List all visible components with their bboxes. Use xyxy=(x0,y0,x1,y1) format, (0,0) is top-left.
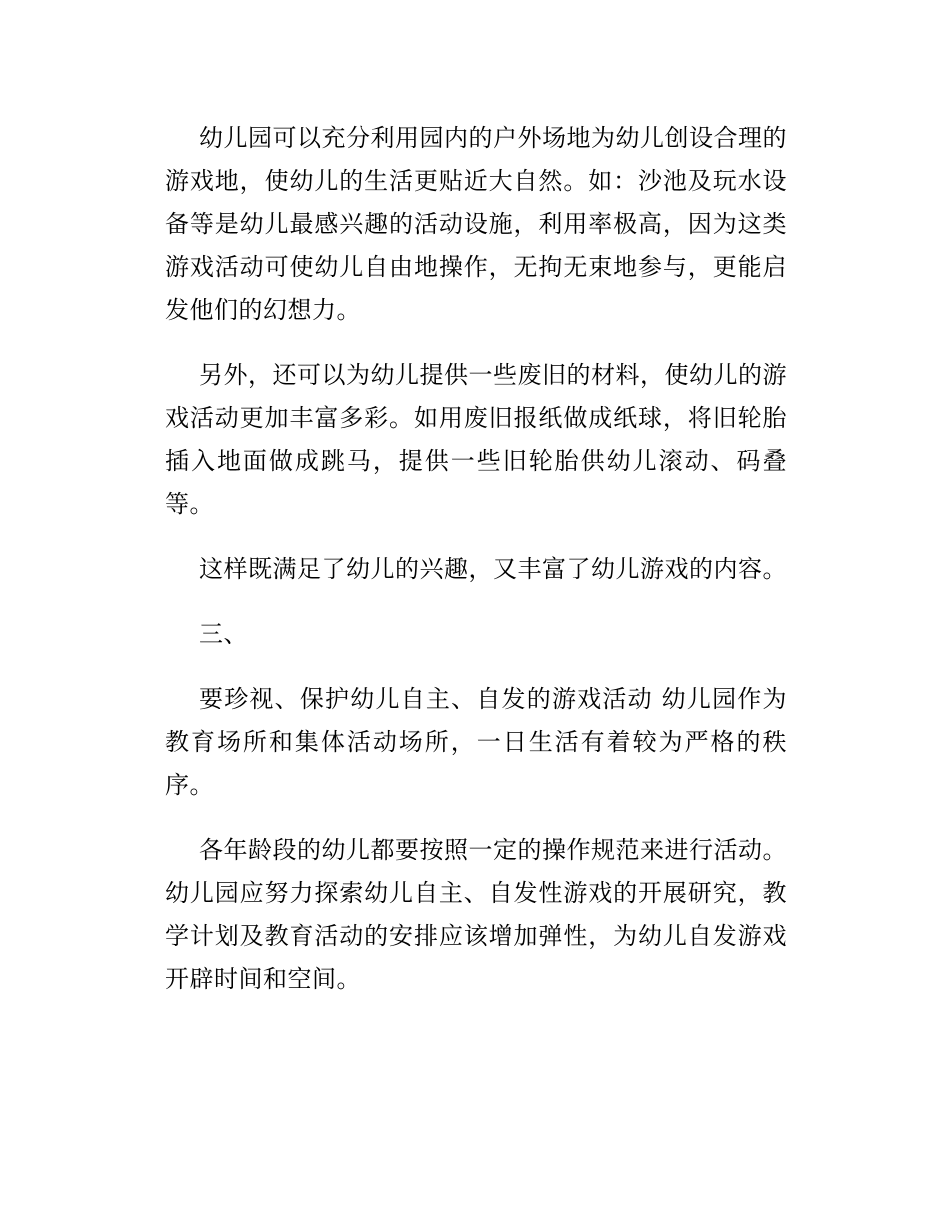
paragraph-interest-summary: 这样既满足了幼儿的兴趣，又丰富了幼儿游戏的内容。 xyxy=(199,555,787,583)
paragraph-self-initiated-play: 要珍视、保护幼儿自主、自发的游戏活动 幼儿园作为教育场所和集体活动场所，一日生活有着较为严格的秩序。 xyxy=(165,685,787,799)
document-body xyxy=(165,117,787,1023)
paragraph-outdoor-play-areas: 幼儿园可以充分利用园内的户外场地为幼儿创设合理的游戏地，使幼儿的生活更贴近大自然。如：沙池及玩水设备等是幼儿最感兴趣的活动设施，利用率极高，因为这类游戏活动可使幼儿自由地操作，无拘无束地参与，更能启发他们的幻想力。 xyxy=(165,124,787,324)
paragraph-age-groups: 各年龄段的幼儿都要按照一定的操作规范来进行活动。幼儿园应努力探索幼儿自主、自发性游戏的开展研究，教学计划及教育活动的安排应该增加弹性，为幼儿自发游戏开辟时间和空间。 xyxy=(165,836,787,993)
section-heading-three: 三、 xyxy=(199,620,248,648)
paragraph-waste-materials: 另外，还可以为幼儿提供一些废旧的材料，使幼儿的游戏活动更加丰富多彩。如用废旧报纸做成纸球，将旧轮胎插入地面做成跳马，提供一些旧轮胎供幼儿滚动、码叠等。 xyxy=(165,361,787,518)
